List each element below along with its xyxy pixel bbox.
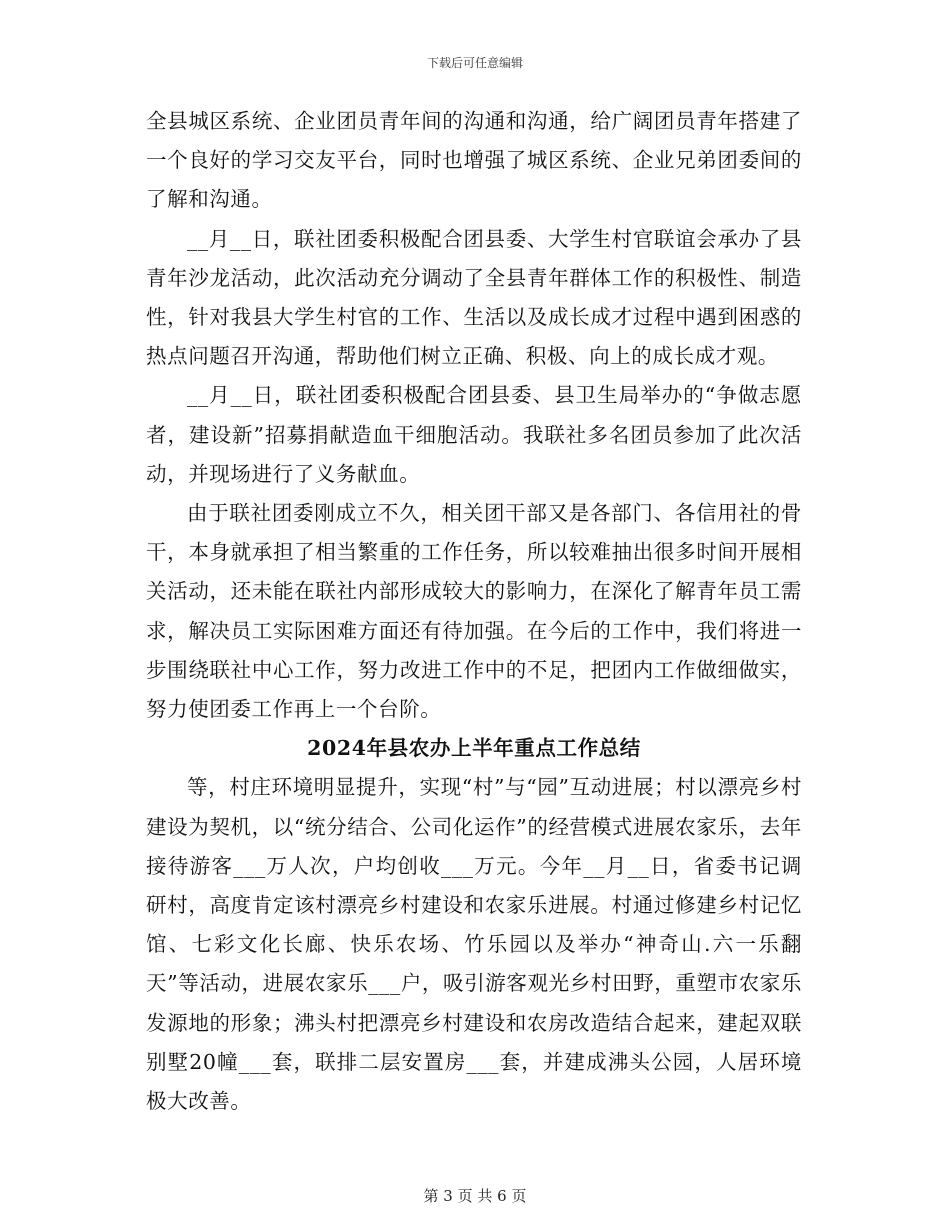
page-header: 下载后可任意编辑 [426, 56, 523, 70]
section-title: 2024年县农办上半年重点工作总结 [307, 736, 641, 761]
paragraph-3: __月__日，联社团委积极配合团县委、县卫生局举办的“争做志愿者，建设新”招募捐献造血干细胞活动。我联社多名团员参加了此次活动，并现场进行了义务献血。 [146, 383, 802, 486]
paragraph-4: 由于联社团委刚成立不久，相关团干部又是各部门、各信用社的骨干，本身就承担了相当繁重的工作任务，所以较难抽出很多时间开展相关活动，还未能在联社内部形成较大的影响力，在深化了解青年员工需求，解决员工实际困难方面还有待加强。在今后的工作中，我们将进一步围绕联社中心工作，努力改进工作中的不足，把团内工作做细做实，努力使团委工作再上一个台阶。 [146, 501, 802, 722]
page-footer: 第 3 页 共 6 页 [423, 1187, 527, 1205]
document-body [146, 102, 802, 1121]
paragraph-5: 等，村庄环境明显提升，实现“村”与“园”互动进展；村以漂亮乡村建设为契机，以“统分结合、公司化运作”的经营模式进展农家乐，去年接待游客___万人次，户均创收___万元。今年__月__日，省委书记调研村，高度肯定该村漂亮乡村建设和农家乐进展。村通过修建乡村记忆馆、七彩文化长廊、快乐农场、竹乐园以及举办“神奇山.六一乐翻天”等活动，进展农家乐___户，吸引游客观光乡村田野，重塑市农家乐发源地的形象；沸头村把漂亮乡村建设和农房改造结合起来，建起双联别墅20幢___套，联排二层安置房___套，并建成沸头公园，人居环境极大改善。 [146, 775, 802, 1114]
paragraph-2: __月__日，联社团委积极配合团县委、大学生村官联谊会承办了县青年沙龙活动，此次活动充分调动了全县青年群体工作的积极性、制造性，针对我县大学生村官的工作、生活以及成长成才过程中遇到困惑的热点问题召开沟通，帮助他们树立正确、积极、向上的成长成才观。 [146, 226, 802, 369]
paragraph-1: 全县城区系统、企业团员青年间的沟通和沟通，给广阔团员青年搭建了一个良好的学习交友平台，同时也增强了城区系统、企业兄弟团委间的了解和沟通。 [146, 109, 802, 212]
